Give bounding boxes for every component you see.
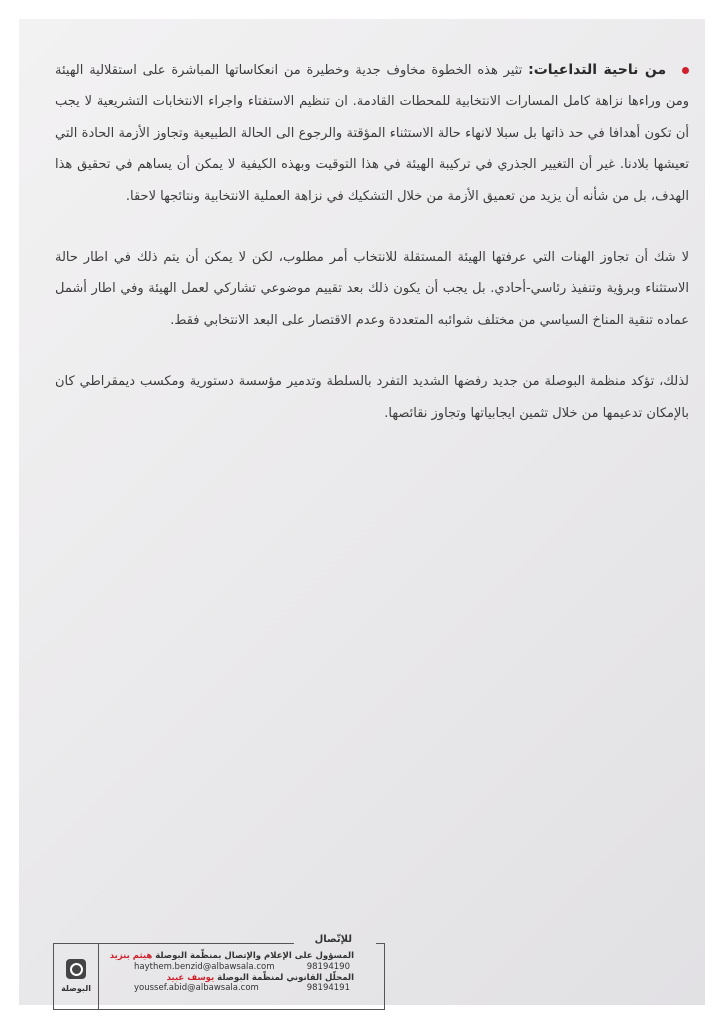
paragraph-third: لذلك، تؤكد منظمة البوصلة من جديد رفضها الشديد التفرد بالسلطة وتدمير مؤسسة دستورية ومكسب ديمقراطي كان بالإمكان تدعيمها من خلال تثمين ايجابياتها وتجاوز نقائصها. [55,374,689,421]
logo [54,943,99,1009]
contact-role-2 [108,973,354,984]
contact-title: للإتّصال [314,934,352,945]
contact-list [108,951,354,994]
contact-name: هيثم بنزيد [109,951,153,961]
role-label: المسؤول على الإعلام والإتصال بمنظّمة البوصلة [155,951,354,961]
paragraph-text: تثير هذه الخطوة مخاوف جدية وخطيرة من انعكاساتها المباشرة على استقلالية الهيئة ومن وراءها نزاهة كامل المسارات الانتخابية للمحطات القادمة. ان تنظيم الاستفتاء واجراء الانتخابات التشريعية لا يجب أن تكون أهدافا في حد ذاتها بل سبلا لانهاء حالة الاستثناء المؤقتة والرجوع الى الحالة الطبيعية وتجاوز الأزمة الحادة التي تعيشها بلادنا. غير أن التغيير الجذري في تركيبة الهيئة في هذا التوقيت وبهذه الكيفية لا يمكن أن يساهم في تحقيق هذا الهدف، بل من شأنه أن يزيد من تعميق الأزمة من خلال التشكيك في نزاهة العملية الانتخابية ونتائجها لاحقا. [55,63,689,204]
bullet-icon [682,67,689,74]
contact-role-1 [108,951,354,962]
paragraph-lead: من ناحية التداعيات: [528,62,667,78]
phone-number: 98194190 [306,961,350,972]
paragraph-consequences [55,55,689,212]
email-link[interactable]: youssef.abid@albawsala.com [134,983,259,994]
page-sheet [19,19,705,1005]
document-body [55,55,689,429]
logo-text: البوصلة [61,984,91,993]
contact-details-1 [108,962,354,973]
email-link[interactable]: haythem.benzid@albawsala.com [134,961,275,972]
role-label: المحلّل القانوني لمنظّمة البوصلة [217,972,354,983]
paragraph-second: لا شك أن تجاوز الهنات التي عرفتها الهيئة المستقلة للانتخاب أمر مطلوب، لكن لا يمكن أن يتم ذلك في اطار حالة الاستثناء وبرؤية وتنفيذ رئاسي-أحادي. بل يجب أن يكون ذلك بعد تقييم موضوعي تشاركي لعمل الهيئة وفي اطار أشمل عماده تنقية المناخ السياسي من مختلف شوائبه المتعددة وعدم الاقتصار على البعد الانتخابي فقط. [55,250,689,328]
divider [376,943,384,944]
compass-logo-icon [66,959,86,979]
contact-details-2 [108,983,354,994]
contact-box [53,934,385,1010]
contact-name: يوسف عبيد [166,972,215,983]
phone-number: 98194191 [306,983,350,994]
